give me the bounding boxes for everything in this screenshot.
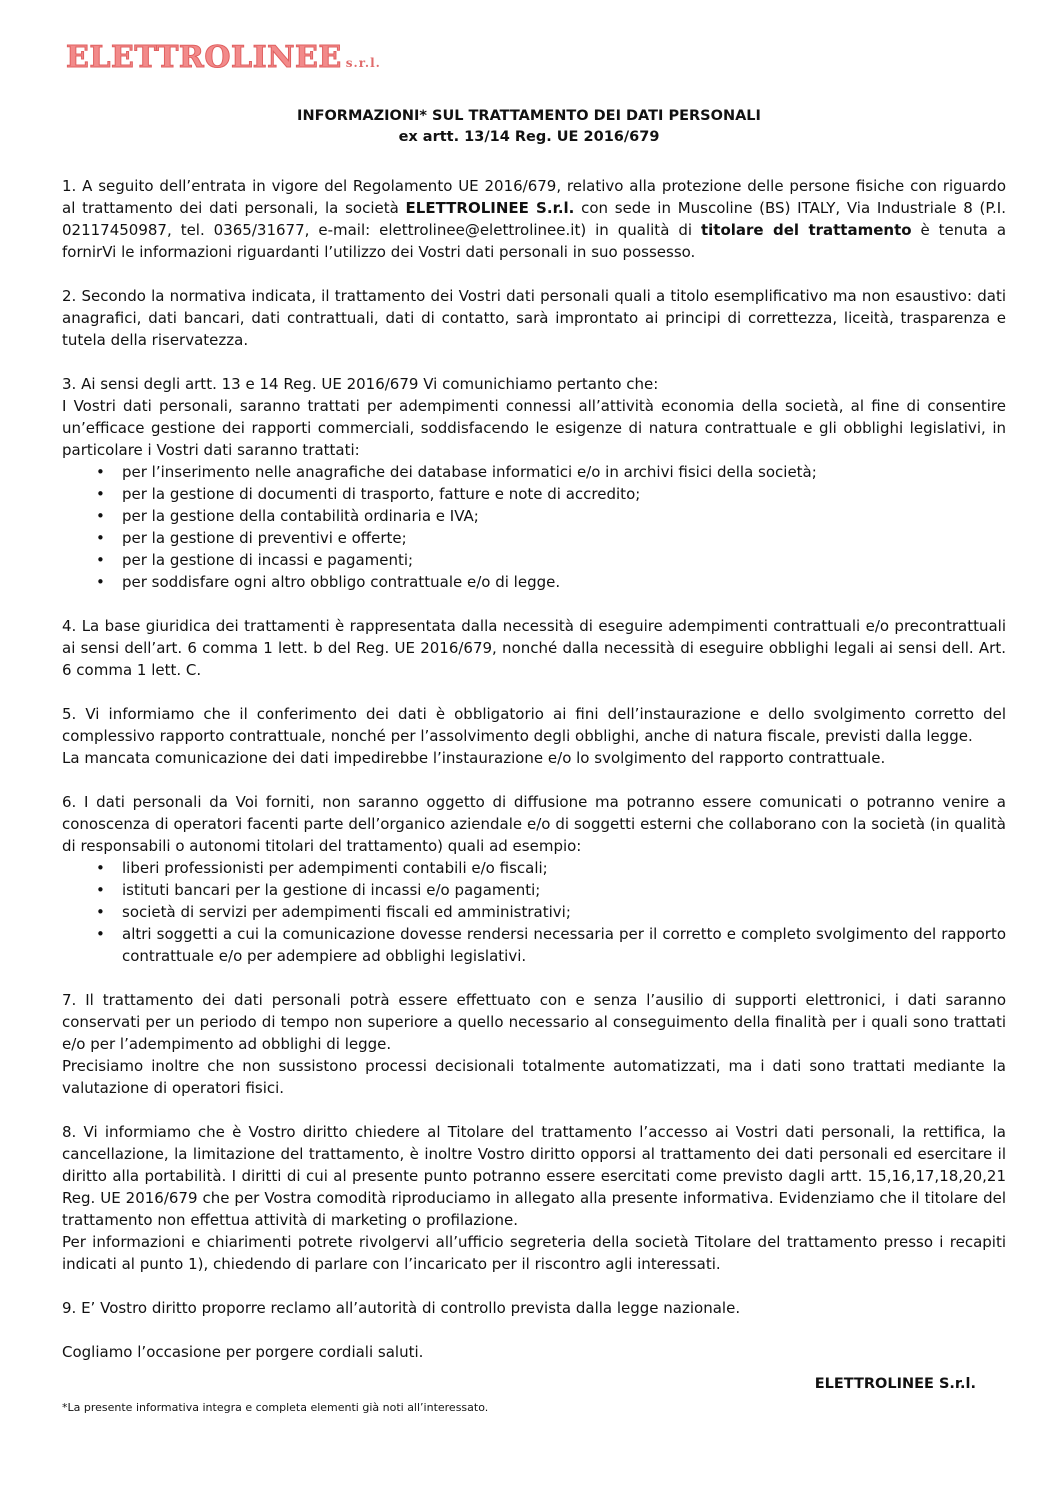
- p1-text-c: con sede in Muscoline (BS) ITALY, Via Industriale 8 (P.I. 02117450987, tel. 0365/31677, e-mail: elettrolinee@elettrolinee.it) in qualità di: [62, 199, 1006, 239]
- paragraph-5a: 5. Vi informiamo che il conferimento dei dati è obbligatorio ai fini dell’instaurazione e dello svolgimento corretto del complessivo rapporto contrattuale, nonché per l’assolvimento degli obblighi, anche di natura fiscale, previsti dalla legge.: [62, 705, 1006, 745]
- list-item: • istituti bancari per la gestione di incassi e/o pagamenti;: [122, 879, 1006, 901]
- paragraph-8b: Per informazioni e chiarimenti potrete rivolgervi all’ufficio segreteria della società Titolare del trattamento presso i recapiti indicati al punto 1), chiedendo di parlare con l’incaricato per il riscontro agli interessati.: [62, 1233, 1006, 1273]
- p1-titolare: titolare del trattamento: [700, 221, 912, 239]
- title-line-2: ex artt. 13/14 Reg. UE 2016/679: [398, 129, 660, 145]
- paragraph-3-intro: 3. Ai sensi degli artt. 13 e 14 Reg. UE 2016/679 Vi comunichiamo pertanto che:: [62, 375, 659, 393]
- logo-name: ELETTROLINEE: [66, 40, 342, 75]
- list-item: • per la gestione della contabilità ordinaria e IVA;: [122, 505, 1006, 527]
- closing-line: Cogliamo l’occasione per porgere cordiali saluti.: [62, 1343, 424, 1361]
- p1-text-a: 1. A seguito dell’entrata in vigore del Regolamento UE 2016/679, relativo alla protezione delle persone fisiche con riguardo al trattamento dei dati personali, la società: [62, 177, 1006, 217]
- list-item: • per soddisfare ogni altro obbligo contrattuale e/o di legge.: [122, 571, 1006, 593]
- paragraph-9: 9. E’ Vostro diritto proporre reclamo all’autorità di controllo prevista dalla legge nazionale.: [62, 1299, 741, 1317]
- document-body: [62, 175, 1006, 1363]
- paragraph-2: 2. Secondo la normativa indicata, il trattamento dei Vostri dati personali quali a titolo esemplificativo ma non esaustivo: dati anagrafici, dati bancari, dati contrattuali, dati di contatto, sarà improntato ai principi di correttezza, liceità, trasparenza e tutela della riservatezza.: [62, 287, 1006, 349]
- paragraph-5b: La mancata comunicazione dei dati impedirebbe l’instaurazione e/o lo svolgimento del rapporto contrattuale.: [62, 749, 886, 767]
- list-item: • altri soggetti a cui la comunicazione dovesse rendersi necessaria per il corretto e completo svolgimento del rapporto contrattuale e/o per adempiere ad obblighi legislativi.: [122, 923, 1006, 967]
- list-item: • per la gestione di incassi e pagamenti;: [122, 549, 1006, 571]
- paragraph-8a: 8. Vi informiamo che è Vostro diritto chiedere al Titolare del trattamento l’accesso ai Vostri dati personali, la rettifica, la cancellazione, la limitazione del trattamento, è inoltre Vostro diritto opporsi al trattamento dei dati personali ed esercitare il diritto alla portabilità. I diritti di cui al presente punto potranno essere esercitati come previsto dagli artt. 15,16,17,18,20,21 Reg. UE 2016/679 che per Vostra comodità riproduciamo in allegato alla presente informativa. Evidenziamo che il titolare del trattamento non effettua attività di marketing o profilazione.: [62, 1123, 1006, 1229]
- list-item: • per la gestione di preventivi e offerte;: [122, 527, 1006, 549]
- list-item: • società di servizi per adempimenti fiscali ed amministrativi;: [122, 901, 1006, 923]
- list-item: • per la gestione di documenti di trasporto, fatture e note di accredito;: [122, 483, 1006, 505]
- paragraph-7b: Precisiamo inoltre che non sussistono processi decisionali totalmente automatizzati, ma i dati sono trattati mediante la valutazione di operatori fisici.: [62, 1057, 1006, 1097]
- paragraph-4: 4. La base giuridica dei trattamenti è rappresentata dalla necessità di eseguire adempimenti contrattuali e/o precontrattuali ai sensi dell’art. 6 comma 1 lett. b del Reg. UE 2016/679, nonché dalla necessità di eseguire obblighi legali ai sensi dell. Art. 6 comma 1 lett. C.: [62, 617, 1006, 679]
- paragraph-1: [62, 175, 1006, 263]
- document-title: [0, 106, 1058, 148]
- list-3: [62, 461, 1006, 593]
- signature: ELETTROLINEE S.r.l.: [814, 1376, 976, 1392]
- logo-suffix: s.r.l.: [345, 56, 381, 70]
- paragraph-3-body: I Vostri dati personali, saranno trattati per adempimenti connessi all’attività economia della società, al fine di consentire un’efficace gestione dei rapporti commerciali, soddisfacendo le esigenze di natura contrattuale e gli obblighi legislativi, in particolare i Vostri dati saranno trattati:: [62, 397, 1006, 459]
- list-item: • liberi professionisti per adempimenti contabili e/o fiscali;: [122, 857, 1006, 879]
- title-line-1: INFORMAZIONI* SUL TRATTAMENTO DEI DATI PERSONALI: [297, 108, 761, 124]
- p1-company-name: ELETTROLINEE S.r.l.: [405, 199, 575, 217]
- list-6: [62, 857, 1006, 967]
- paragraph-6-intro: 6. I dati personali da Voi forniti, non saranno oggetto di diffusione ma potranno essere comunicati o potranno venire a conoscenza di operatori facenti parte dell’organico aziendale e/o di soggetti esterni che collaborano con la società (in qualità di responsabili o autonomi titolari del trattamento) quali ad esempio:: [62, 793, 1006, 855]
- paragraph-7a: 7. Il trattamento dei dati personali potrà essere effettuato con e senza l’ausilio di supporti elettronici, i dati saranno conservati per un periodo di tempo non superiore a quello necessario al conseguimento della finalità per i quali sono trattati e/o per l’adempimento ad obblighi di legge.: [62, 991, 1006, 1053]
- footnote: *La presente informativa integra e completa elementi già noti all’interessato.: [62, 1401, 489, 1414]
- company-logo: [66, 40, 381, 75]
- p1-text-e: è tenuta a fornirVi le informazioni riguardanti l’utilizzo dei Vostri dati personali in suo possesso.: [62, 221, 1007, 261]
- list-item: • per l’inserimento nelle anagrafiche dei database informatici e/o in archivi fisici della società;: [122, 461, 1006, 483]
